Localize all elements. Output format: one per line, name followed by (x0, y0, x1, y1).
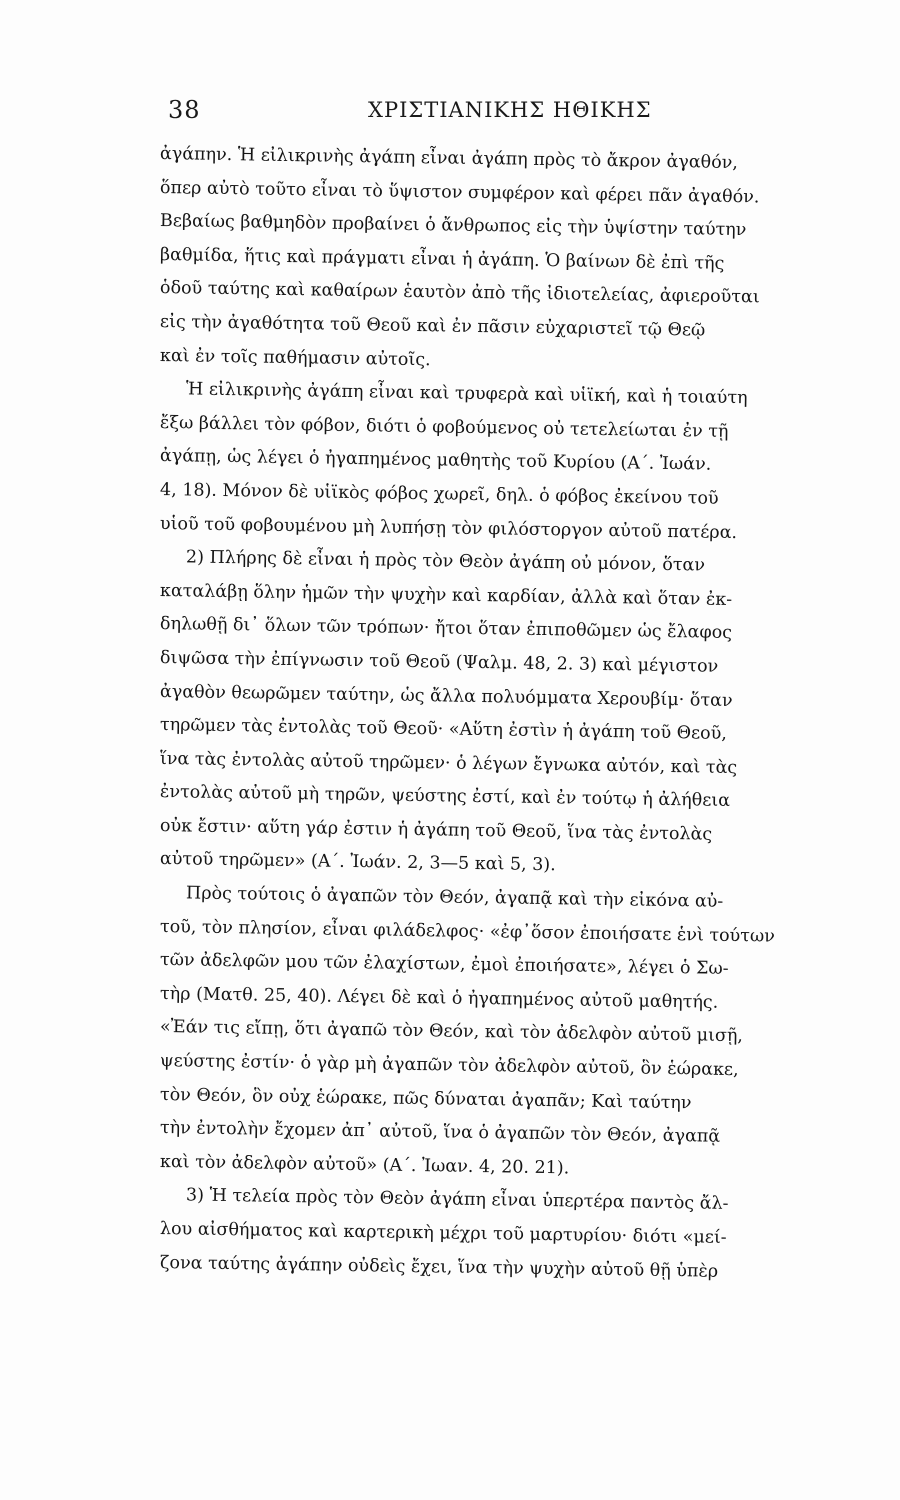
page-number: 38 (168, 96, 201, 124)
paragraph-start-line: Πρὸς τούτοις ὁ ἀγαπῶν τὸν Θεόν, ἀγαπᾷ καὶ τὴν εἰκόνα αὐ- (185, 883, 724, 912)
text-line: ἔξω βάλλει τὸν φόβον, διότι ὁ φοβούμενος οὐ τετελείωται ἐν τῇ (159, 412, 729, 442)
body-text (160, 138, 800, 1280)
text-line: ἀγάπῃ, ὡς λέγει ὁ ἠγαπημένος μαθητὴς τοῦ Κυρίου (Α΄. Ἰωάν. (159, 446, 712, 476)
text-line: αὐτοῦ τηρῶμεν» (Α΄. Ἰωάν. 2, 3—5 καὶ 5, 3). (159, 849, 556, 876)
text-line: «Ἐάν τις εἴπῃ, ὅτι ἀγαπῶ τὸν Θεόν, καὶ τὸν ἀδελφὸν αὐτοῦ μισῇ, (159, 1017, 744, 1047)
text-line: τὴν ἐντολὴν ἔχομεν ἀπ᾽ αὐτοῦ, ἵνα ὁ ἀγαπῶν τὸν Θεόν, ἀγαπᾷ (159, 1118, 721, 1148)
running-title: ΧΡΙΣΤΙΑΝΙΚΗΣ ΗΘΙΚΗΣ (368, 98, 652, 122)
text-line: βαθμίδα, ἥτις καὶ πράγματι εἶναι ἡ ἀγάπη. Ὁ βαίνων δὲ ἐπὶ τῆς (159, 244, 725, 274)
text-line: καταλάβῃ ὅλην ἡμῶν τὴν ψυχὴν καὶ καρδίαν, ἀλλὰ καὶ ὅταν ἐκ- (159, 580, 733, 610)
text-line: 4, 18). Μόνον δὲ υἱϊκὸς φόβος χωρεῖ, δηλ. ὁ φόβος ἐκείνου τοῦ (159, 479, 719, 509)
text-line: δηλωθῇ δι᾽ ὅλων τῶν τρόπων· ἤτοι ὅταν ἐπιποθῶμεν ὡς ἔλαφος (159, 614, 733, 644)
text-line: διψῶσα τὴν ἐπίγνωσιν τοῦ Θεοῦ (Ψαλμ. 48, 2. 3) καὶ μέγιστον (159, 647, 719, 677)
text-line: καὶ τὸν ἀδελφὸν αὐτοῦ» (Α΄. Ἰωαν. 4, 20. 21). (159, 1151, 570, 1179)
text-line: τῶν ἀδελφῶν μου τῶν ἐλαχίστων, ἐμοὶ ἐποιήσατε», λέγει ὁ Σω- (159, 950, 729, 980)
text-line: ὅπερ αὐτὸ τοῦτο εἶναι τὸ ὕψιστον συμφέρον καὶ φέρει πᾶν ἀγαθόν. (159, 177, 760, 208)
text-line: τὴρ (Ματθ. 25, 40). Λέγει δὲ καὶ ὁ ἠγαπημένος αὐτοῦ μαθητής. (159, 983, 719, 1013)
paragraph-start-line: Ἡ εἰλικρινὴς ἀγάπη εἶναι καὶ τρυφερὰ καὶ υἱϊκή, καὶ ἡ τοιαύτη (185, 379, 748, 409)
text-line: ζονα ταύτης ἀγάπην οὐδεὶς ἔχει, ἵνα τὴν ψυχὴν αὐτοῦ θῇ ὑπὲρ (159, 1252, 719, 1282)
text-line: Βεβαίως βαθμηδὸν προβαίνει ὁ ἄνθρωπος εἰς τὴν ὑψίστην ταύτην (159, 211, 747, 241)
text-line: ἀγαθὸν θεωρῶμεν ταύτην, ὡς ἄλλα πολυόμματα Χερουβίμ· ὅταν (159, 681, 733, 711)
text-line: τοῦ, τὸν πλησίον, εἶναι φιλάδελφος· «ἐφ᾽ὅσον ἐποιήσατε ἑνὶ τούτων (159, 916, 775, 947)
text-line: ὁδοῦ ταύτης καὶ καθαίρων ἑαυτὸν ἀπὸ τῆς ἰδιοτελείας, ἀφιεροῦται (159, 278, 760, 308)
text-line: τηρῶμεν τὰς ἐντολὰς τοῦ Θεοῦ· «Αὕτη ἐστὶν ἡ ἀγάπη τοῦ Θεοῦ, (159, 715, 728, 744)
text-line: ἐντολὰς αὐτοῦ μὴ τηρῶν, ψεύστης ἐστί, καὶ ἐν τούτῳ ἡ ἀλήθεια (159, 782, 731, 812)
paragraph-start-line: 3) Ἡ τελεία πρὸς τὸν Θεὸν ἀγάπη εἶναι ὑπερτέρα παντὸς ἄλ- (185, 1185, 729, 1215)
text-line: ψεύστης ἐστίν· ὁ γὰρ μὴ ἀγαπῶν τὸν ἀδελφὸν αὐτοῦ, ὃν ἑώρακε, (159, 1051, 739, 1081)
text-line: οὐκ ἔστιν· αὕτη γάρ ἐστιν ἡ ἀγάπη τοῦ Θεοῦ, ἵνα τὰς ἐντολὰς (159, 815, 713, 845)
text-line: υἱοῦ τοῦ φοβουμένου μὴ λυπήσῃ τὸν φιλόστοργον αὐτοῦ πατέρα. (159, 513, 738, 543)
page-header (168, 96, 798, 130)
text-line: καὶ ἐν τοῖς παθήμασιν αὐτοῖς. (159, 345, 431, 370)
text-line: ἀγάπην. Ἡ εἰλικρινὴς ἀγάπη εἶναι ἀγάπη πρὸς τὸ ἄκρον ἀγαθόν, (159, 144, 739, 174)
text-line: ἵνα τὰς ἐντολὰς αὐτοῦ τηρῶμεν· ὁ λέγων ἔγνωκα αὐτόν, καὶ τὰς (159, 748, 738, 778)
paragraph-start-line: 2) Πλήρης δὲ εἶναι ἡ πρὸς τὸν Θεὸν ἀγάπη οὐ μόνον, ὅταν (185, 547, 706, 576)
text-line: τὸν Θεόν, ὃν οὐχ ἑώρακε, πῶς δύναται ἀγαπᾶν; Καὶ ταύτην (159, 1084, 692, 1113)
text-line: εἰς τὴν ἀγαθότητα τοῦ Θεοῦ καὶ ἐν πᾶσιν εὐχαριστεῖ τῷ Θεῷ (159, 311, 706, 341)
text-line: λου αἰσθήματος καὶ καρτερικὴ μέχρι τοῦ μαρτυρίου· διότι «μεί- (159, 1219, 727, 1248)
